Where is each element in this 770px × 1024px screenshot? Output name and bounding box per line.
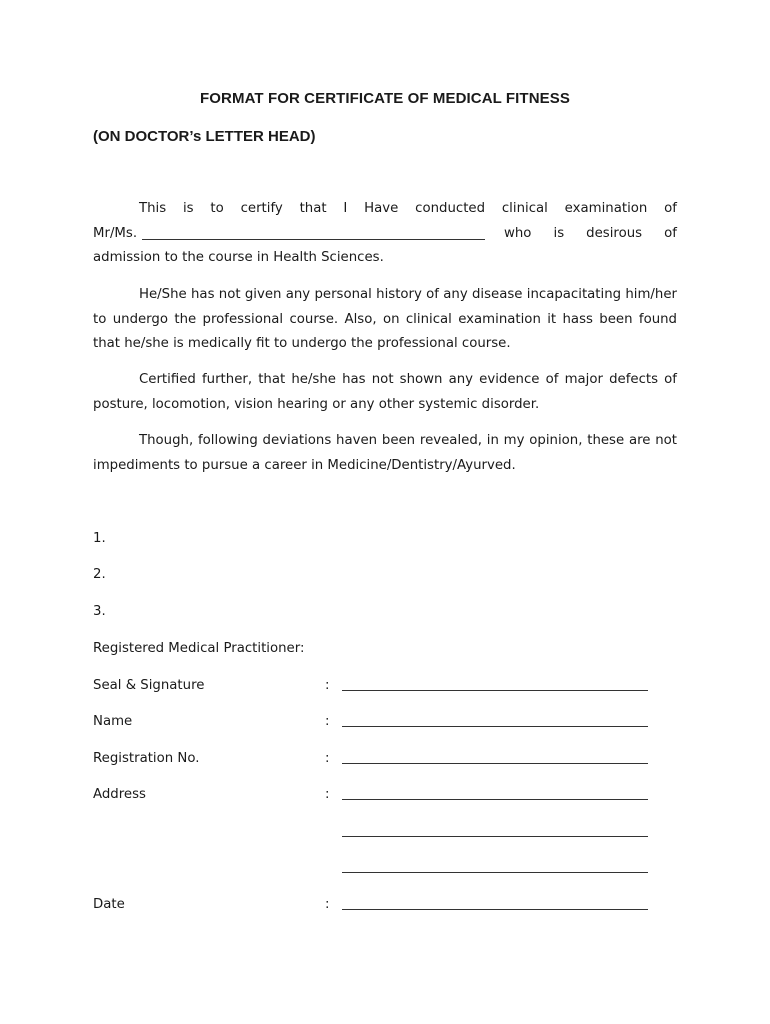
name-label: Name xyxy=(93,714,133,729)
address-blank-3[interactable] xyxy=(342,872,648,873)
colon: : xyxy=(325,751,330,766)
colon: : xyxy=(325,678,330,693)
practitioner-heading: Registered Medical Practitioner: xyxy=(93,641,305,656)
document-subtitle: (ON DOCTOR’s LETTER HEAD) xyxy=(93,128,316,145)
paragraph-certified-further: Certified further, that he/she has not shown any evidence of major defects of posture, locomotion, vision hearing or any other systemic disorder. xyxy=(93,372,677,412)
address-label: Address xyxy=(93,787,146,802)
colon: : xyxy=(325,897,330,912)
salutation-label: Mr/Ms. xyxy=(93,225,138,241)
paragraph-certify-line2: Mr/Ms. who is desirous of xyxy=(93,222,677,247)
list-item: 3. xyxy=(93,604,106,619)
paragraph-certify-line1: This is to certify that I Have conducted clinical examination of xyxy=(139,201,677,216)
date-label: Date xyxy=(93,897,125,912)
list-item: 2. xyxy=(93,567,106,582)
paragraph-deviations: Though, following deviations haven been revealed, in my opinion, these are not impediments to pursue a career in Medicine/Dentistry/Ayurved. xyxy=(93,433,677,473)
colon: : xyxy=(325,714,330,729)
address-blank-2[interactable] xyxy=(342,836,648,837)
document-title: FORMAT FOR CERTIFICATE OF MEDICAL FITNESS xyxy=(200,90,570,107)
paragraph-history: He/She has not given any personal history of any disease incapacitating him/her to undergo the professional course. Also, on clinical examination it hass been found that he/she is medically fit to undergo the professional course. xyxy=(93,287,677,351)
candidate-name-blank[interactable] xyxy=(142,239,485,240)
registration-blank[interactable] xyxy=(342,763,648,764)
name-blank[interactable] xyxy=(342,726,648,727)
address-blank-1[interactable] xyxy=(342,799,648,800)
list-item: 1. xyxy=(93,531,106,546)
registration-label: Registration No. xyxy=(93,751,200,766)
paragraph-certify-line3: admission to the course in Health Sciences. xyxy=(93,250,384,265)
colon: : xyxy=(325,787,330,802)
paragraph-certify xyxy=(93,197,677,271)
date-blank[interactable] xyxy=(342,909,648,910)
seal-signature-blank[interactable] xyxy=(342,690,648,691)
seal-signature-label: Seal & Signature xyxy=(93,678,205,693)
